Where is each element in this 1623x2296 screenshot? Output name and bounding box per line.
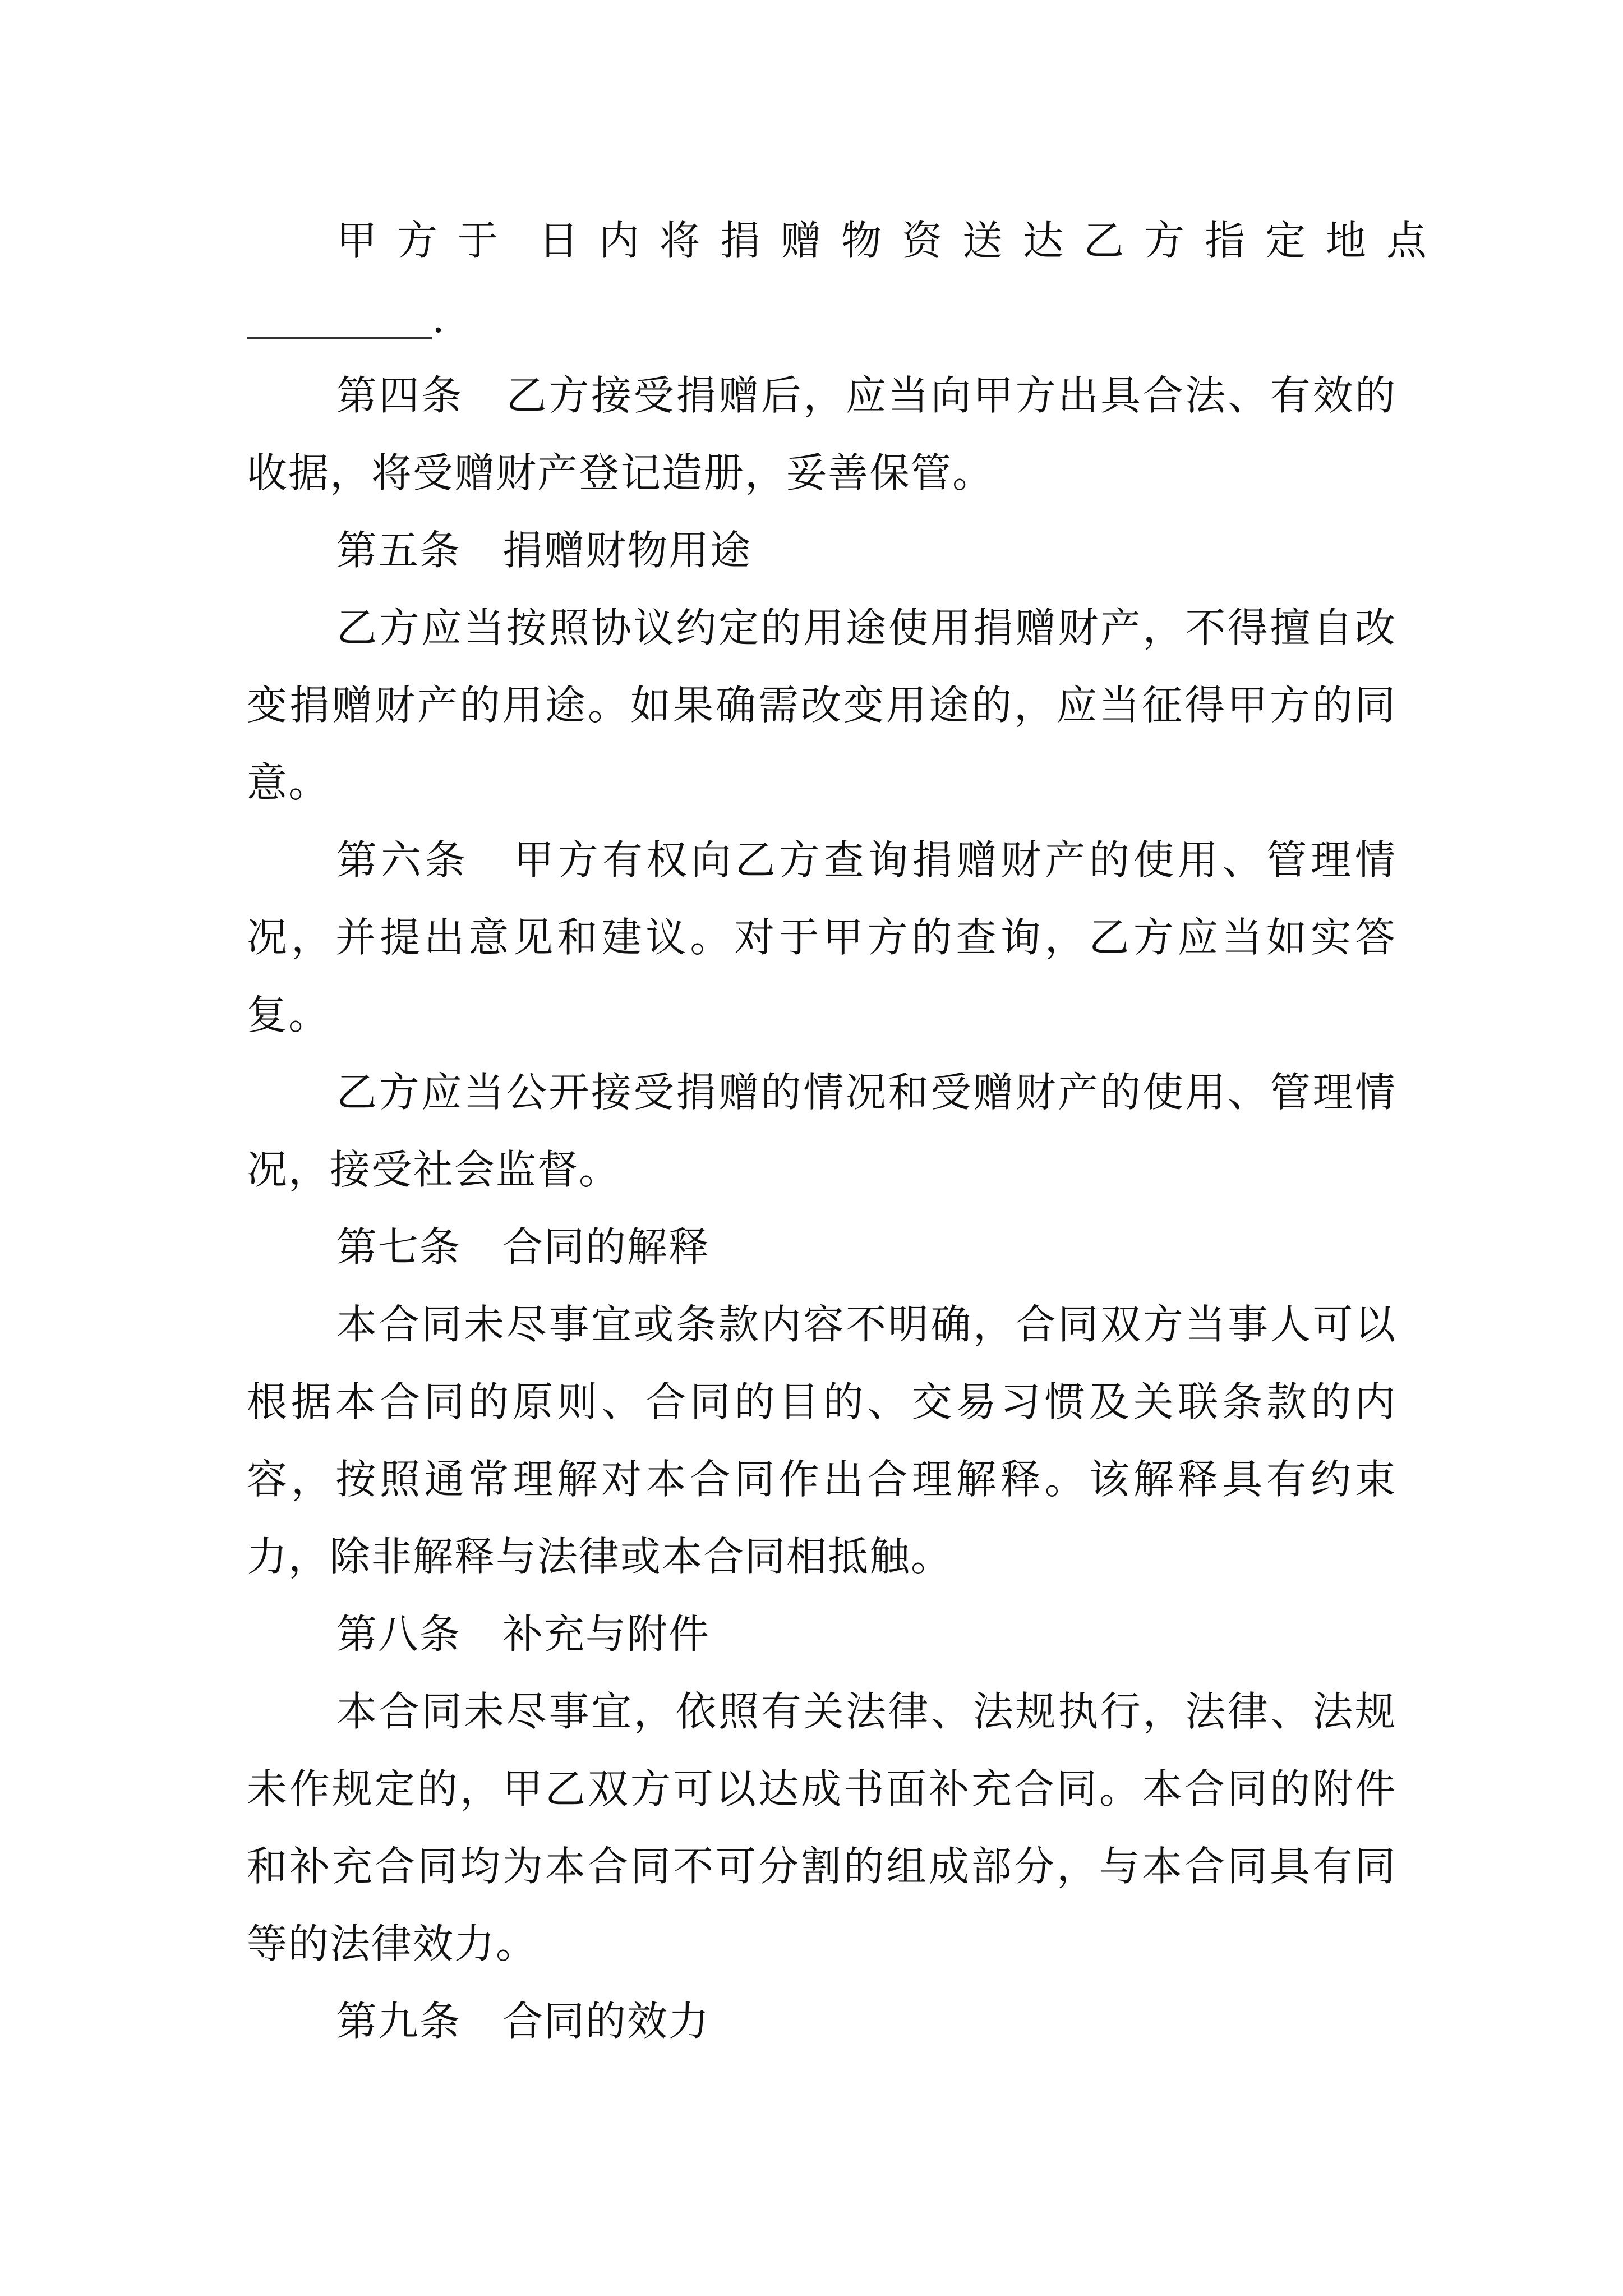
article-7-heading: 第七条 合同的解释 — [336, 1223, 711, 1271]
location-blank-field[interactable] — [247, 337, 432, 339]
article-8-body: 本合同未尽事宜，依照有关法律、法规执行，法律、法规未作规定的，甲乙双方可以达成书面补充合同。本合同的附件和补充合同均为本合同不可分割的组成部分，与本合同具有同等的法律效力。 — [247, 1688, 1396, 1967]
document-page — [247, 202, 1447, 2109]
article-6-body-2: 乙方应当公开接受捐赠的情况和受赠财产的使用、管理情况，接受社会监督。 — [247, 1069, 1396, 1193]
article-5-body: 乙方应当按照协议约定的用途使用捐赠财产，不得擅自改变捐赠财产的用途。如果确需改变用途的，应当征得甲方的同意。 — [247, 604, 1396, 806]
article-6: 第六条 甲方有权向乙方查询捐赠财产的使用、管理情况，并提出意见和建议。对于甲方的查询，乙方应当如实答复。 — [247, 836, 1396, 1038]
delivery-clause-rest: 日内将捐赠物资送达乙方指定地点 — [538, 217, 1447, 264]
delivery-clause-line-2 — [247, 279, 1396, 357]
article-4: 第四条 乙方接受捐赠后，应当向甲方出具合法、有效的收据，将受赠财产登记造册，妥善保管。 — [247, 372, 1396, 496]
article-8-heading: 第八条 补充与附件 — [336, 1611, 711, 1658]
delivery-clause-line-1 — [247, 202, 1447, 279]
delivery-clause-start: 甲方于 — [336, 217, 519, 264]
article-9-heading: 第九条 合同的效力 — [336, 1998, 711, 2045]
article-5-heading: 第五条 捐赠财物用途 — [336, 527, 752, 574]
delivery-clause-end-mark: . — [432, 295, 446, 342]
article-7-body: 本合同未尽事宜或条款内容不明确，合同双方当事人可以根据本合同的原则、合同的目的、交易习惯及关联条款的内容，按照通常理解对本合同作出合理解释。该解释具有约束力，除非解释与法律或本合同相抵触。 — [247, 1301, 1396, 1580]
